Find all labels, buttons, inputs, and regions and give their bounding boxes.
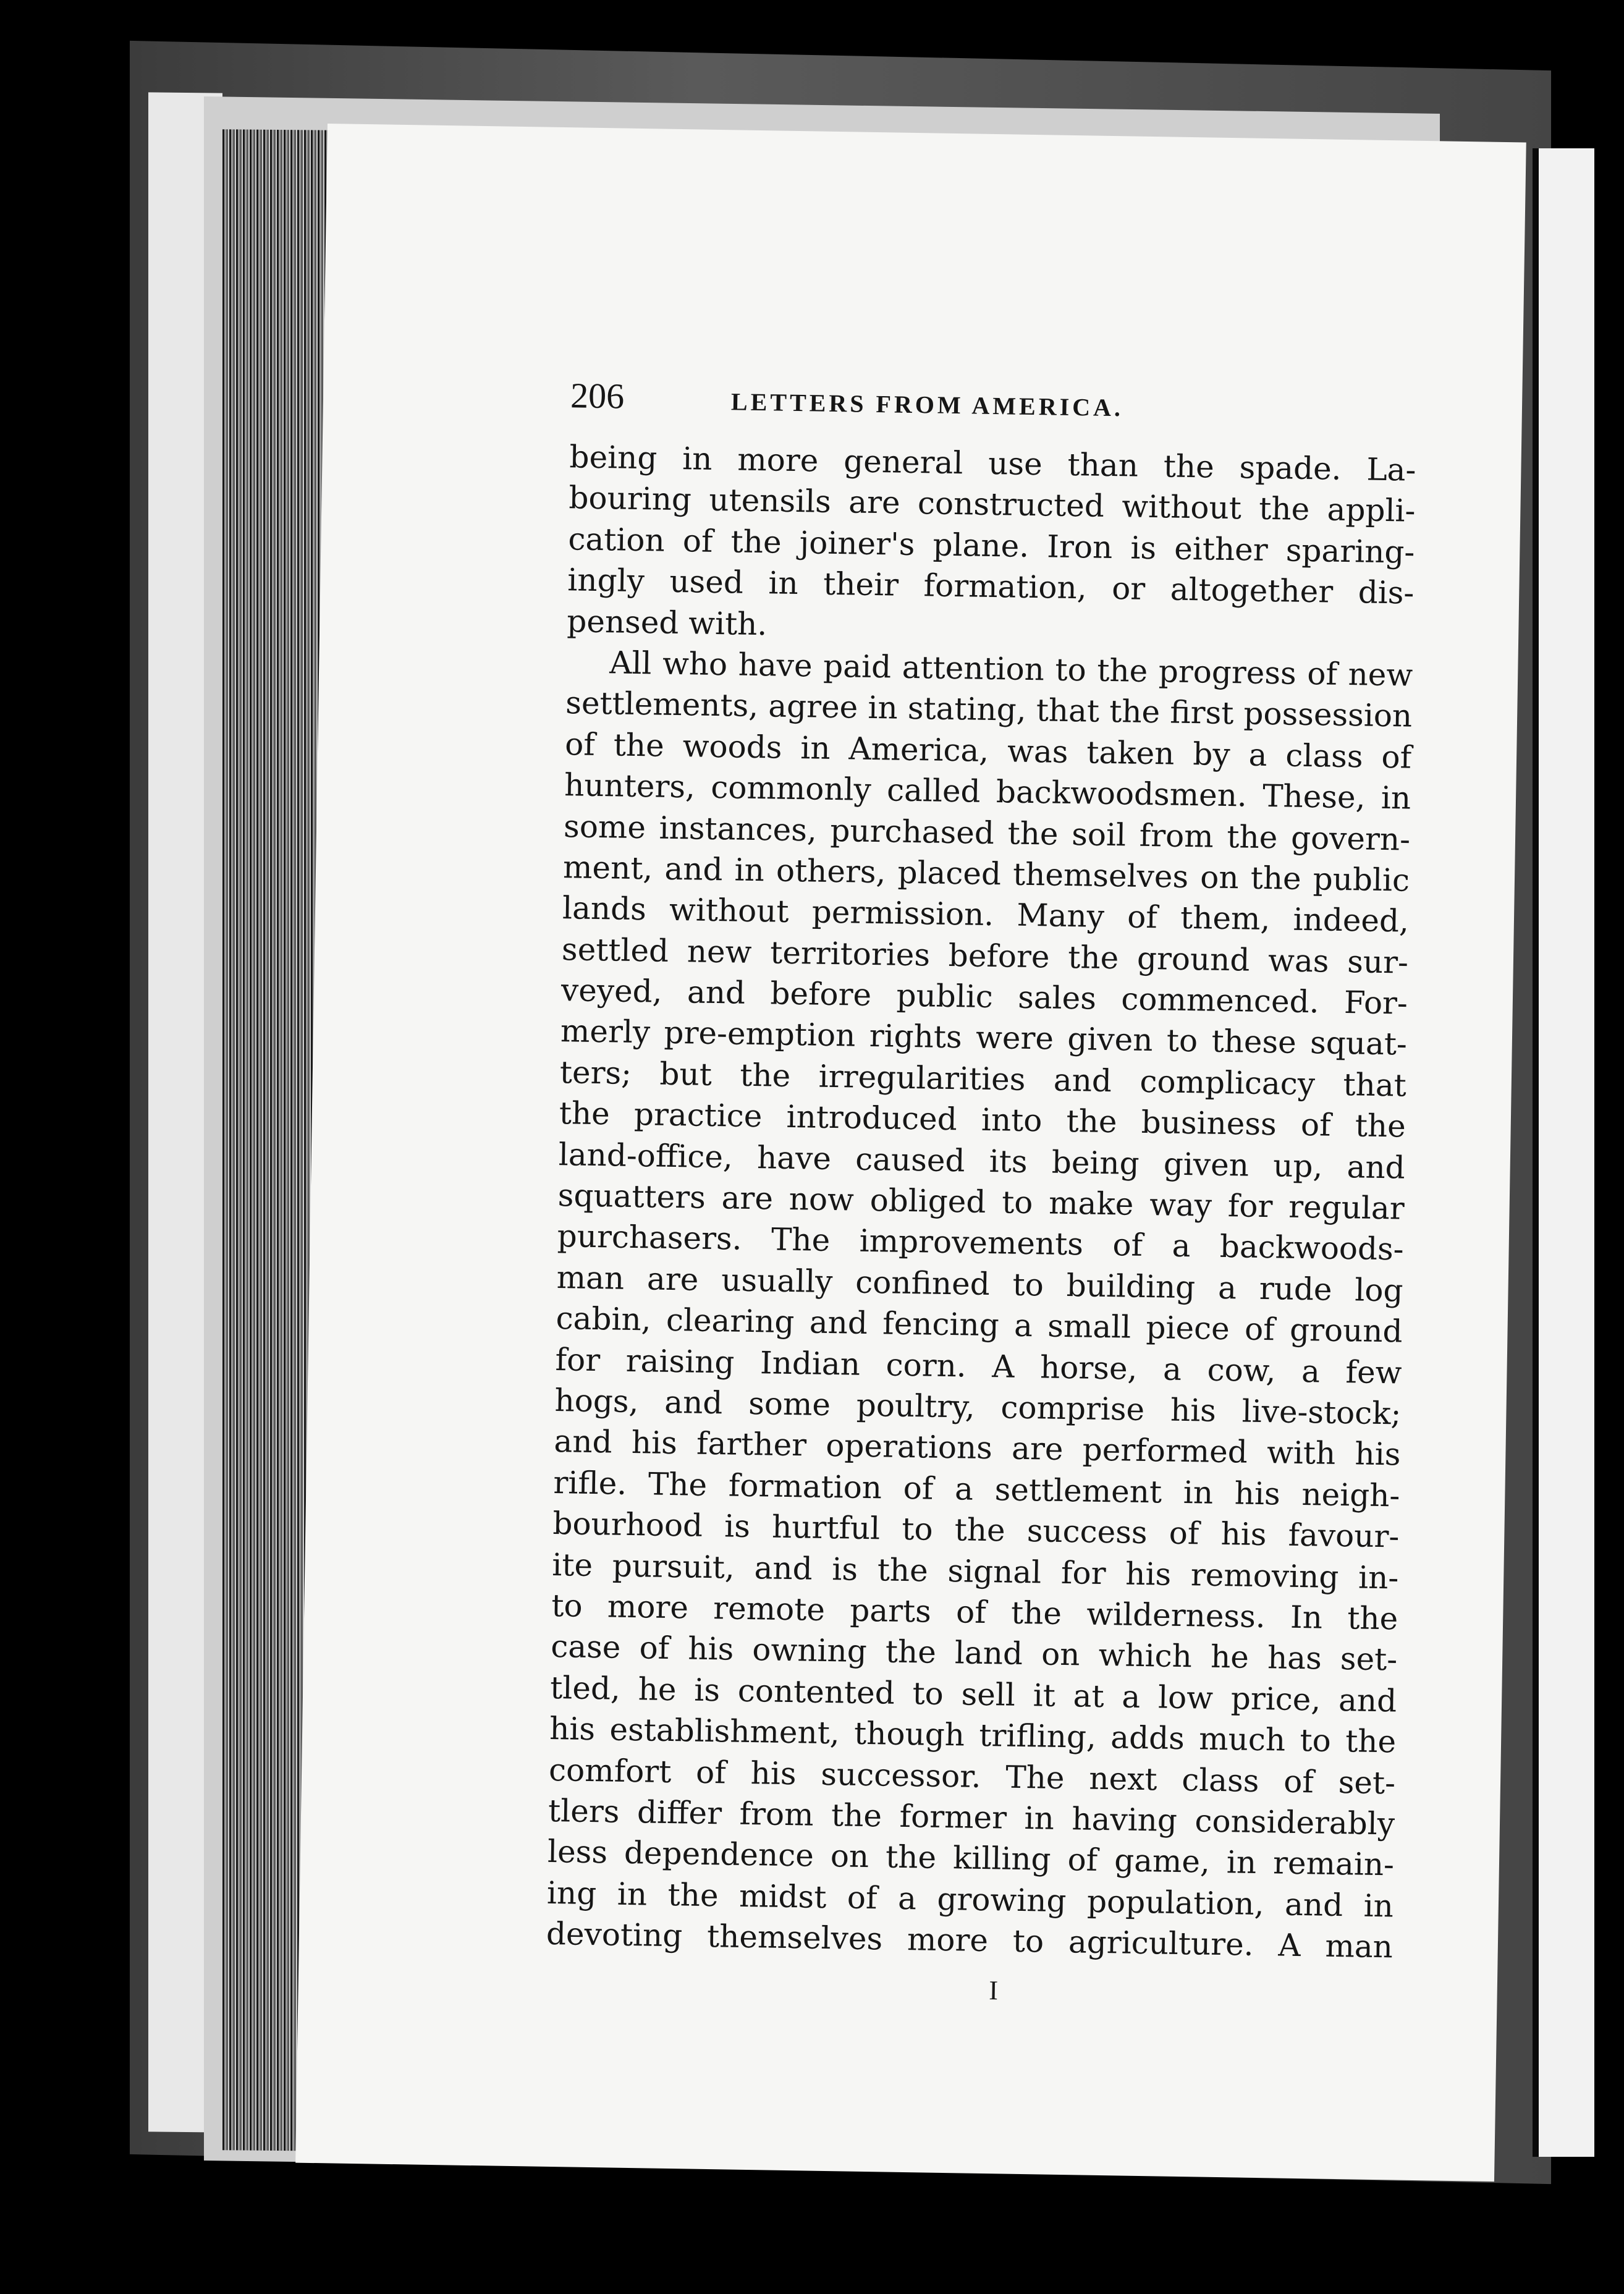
text-line: land-office, have caused its being given up, and: [558, 1136, 1406, 1186]
text-line: settlements, agree in stating, that the first possession: [565, 685, 1413, 735]
text-line: the practice introduced into the business of the: [559, 1095, 1406, 1145]
text-line: cabin, clearing and fencing a small piece of ground: [556, 1300, 1403, 1350]
text-line: cation of the joiner's plane. Iron is either sparing-: [568, 520, 1415, 570]
text-line: tled, he is contented to sell it at a low price, and: [549, 1669, 1397, 1719]
text-line: settled new territories before the ground was sur-: [561, 931, 1409, 981]
text-line: devoting themselves more to agriculture. A man: [546, 1915, 1394, 1965]
text-line: of the woods in America, was taken by a class of: [564, 726, 1412, 776]
text-line: ment, and in others, placed themselves on the public: [562, 849, 1410, 899]
text-line: case of his owning the land on which he has set-: [550, 1628, 1398, 1678]
book-page: [295, 124, 1526, 2182]
text-line: tlers differ from the former in having considerably: [548, 1792, 1395, 1842]
facing-page-edge: [1533, 148, 1594, 2157]
running-head: [570, 375, 1417, 438]
text-line: and his farther operations are performed with his: [554, 1423, 1401, 1473]
text-line: to more remote parts of the wilderness. In the: [551, 1587, 1398, 1637]
text-line: pensed with.: [566, 603, 768, 642]
page-number: 206: [570, 375, 625, 417]
body-text: [546, 436, 1416, 1968]
text-line: bouring utensils are constructed without the appli-: [569, 480, 1416, 530]
text-line: some instances, purchased the soil from the govern-: [563, 808, 1411, 858]
text-line: ingly used in their formation, or altogether dis-: [567, 562, 1415, 611]
text-line: man are usually confined to building a rude log: [556, 1259, 1404, 1309]
text-line: comfort of his successor. The next class of set-: [548, 1751, 1396, 1801]
text-line: merly pre-emption rights were given to these squat-: [560, 1013, 1408, 1063]
text-line: hunters, commonly called backwoodsmen. These, in: [564, 767, 1411, 816]
text-line: hogs, and some poultry, comprise his live-stock;: [554, 1382, 1402, 1432]
text-line: bourhood is hurtful to the success of his favour-: [552, 1505, 1400, 1555]
text-line: veyed, and before public sales commenced. For-: [560, 972, 1408, 1022]
text-line: less dependence on the killing of game, in remain-: [547, 1834, 1395, 1883]
signature-mark: I: [988, 1975, 999, 2006]
text-line: being in more general use than the spade. La-: [569, 439, 1416, 488]
text-block: [545, 375, 1417, 2013]
text-line: ing in the midst of a growing population, and in: [546, 1874, 1394, 1924]
text-line: ters; but the irregularities and complicacy that: [559, 1054, 1407, 1104]
text-line: purchasers. The improvements of a backwoods-: [557, 1218, 1405, 1268]
text-line: ite pursuit, and is the signal for his removing in-: [551, 1546, 1399, 1596]
text-line: squatters are now obliged to make way for regular: [557, 1177, 1405, 1227]
text-line: lands without permission. Many of them, indeed,: [562, 890, 1410, 939]
text-line: rifle. The formation of a settlement in his neigh-: [553, 1464, 1400, 1514]
text-line: All who have paid attention to the progress of new: [609, 645, 1413, 693]
text-line: his establishment, though trifling, adds much to the: [549, 1711, 1397, 1760]
running-title: LETTERS FROM AMERICA.: [730, 387, 1124, 422]
text-line: for raising Indian corn. A horse, a cow, a few: [555, 1341, 1402, 1391]
